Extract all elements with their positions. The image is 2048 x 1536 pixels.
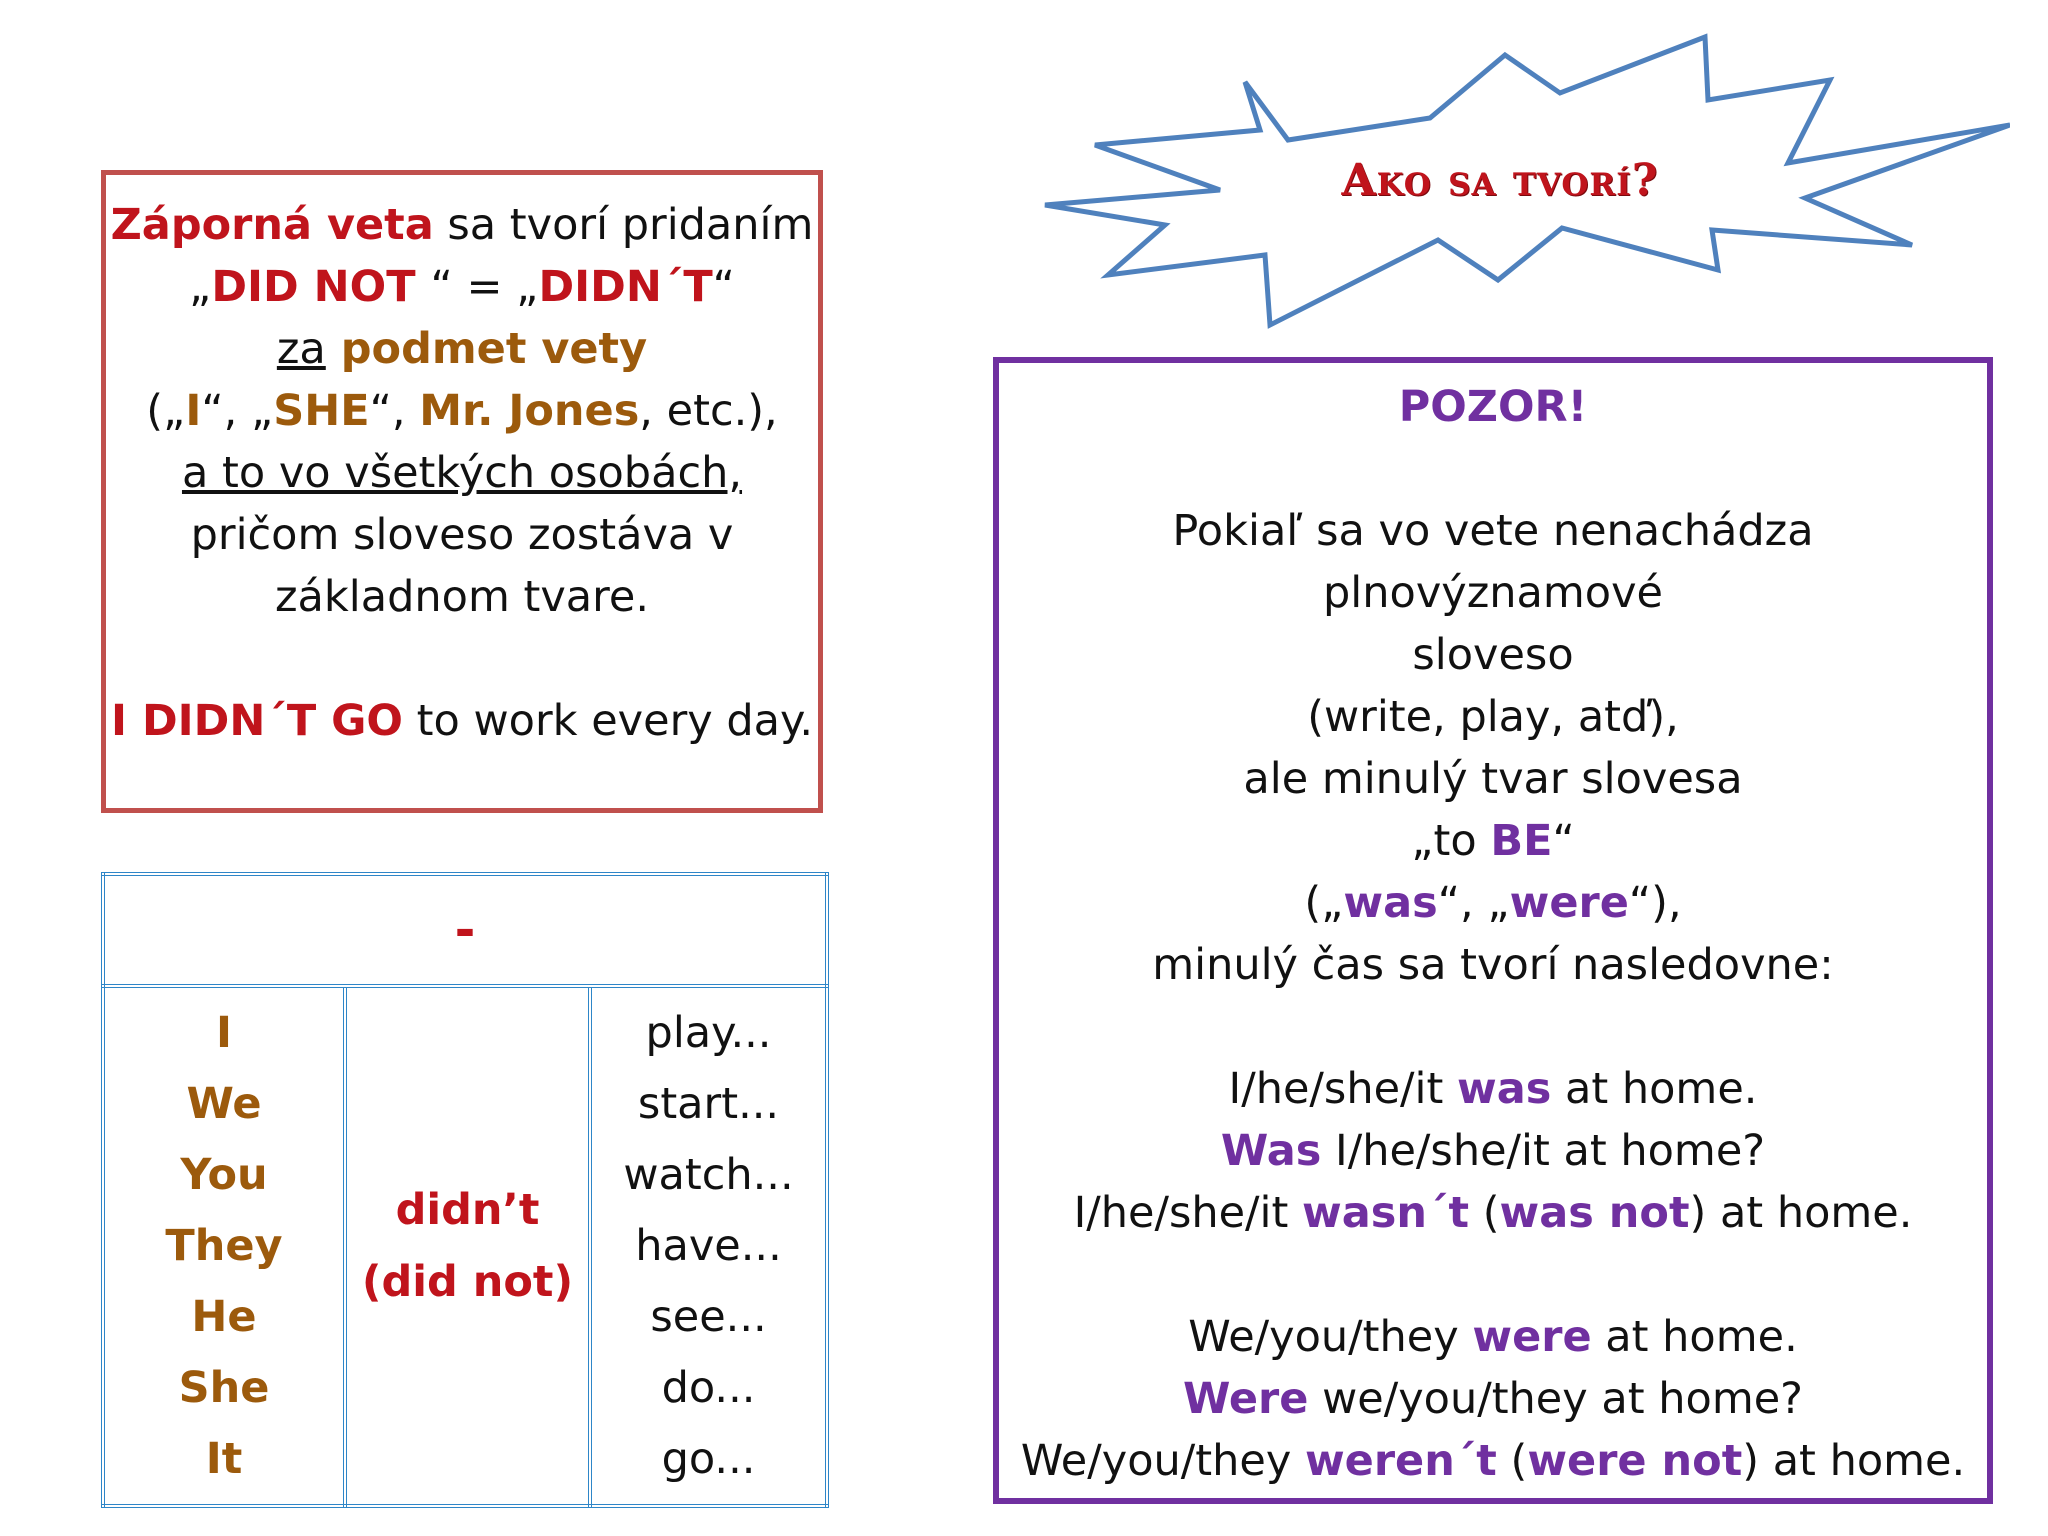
- were-word: were: [1472, 1312, 1592, 1362]
- paren-close: “),: [1628, 878, 1682, 928]
- paren-open: („: [146, 386, 186, 436]
- rule-line-1: [106, 194, 818, 256]
- paren-open: („: [1304, 878, 1344, 928]
- aux-didnt: didn’t: [395, 1185, 540, 1235]
- text: I/he/she/it: [1073, 1188, 1303, 1238]
- rule-example-bold: I DIDN´T GO: [110, 696, 403, 746]
- rule-negative-sentence: Záporná veta: [110, 200, 434, 250]
- subject-cell: She: [178, 1362, 270, 1413]
- quote-close: “: [1552, 816, 1575, 866]
- was-word: Was: [1220, 1126, 1322, 1176]
- were-not-word: were not: [1527, 1436, 1743, 1486]
- pozor-box: [993, 357, 1993, 1504]
- spacer: [999, 438, 1987, 500]
- verb-cell: see...: [650, 1291, 767, 1342]
- example-were-question: [999, 1368, 1987, 1430]
- subject-cell: He: [191, 1291, 257, 1342]
- rule-line-6: pričom sloveso zostáva v: [190, 510, 734, 560]
- spacer: [999, 1244, 1987, 1306]
- text: ) at home.: [1689, 1188, 1913, 1238]
- rule-box: [101, 170, 823, 813]
- example-were-statement: [999, 1306, 1987, 1368]
- werent-word: weren´t: [1304, 1436, 1497, 1486]
- quote-open: „: [189, 262, 212, 312]
- rule-equals: “ = „: [430, 262, 539, 312]
- text: at home.: [1591, 1312, 1798, 1362]
- text: (: [1469, 1188, 1500, 1238]
- spacer: [999, 996, 1987, 1058]
- pozor-line-5: [999, 810, 1987, 872]
- subject-cell: It: [205, 1433, 243, 1484]
- subjects-column: [103, 986, 345, 1506]
- rule-line-3: [106, 318, 818, 380]
- rule-line-7: základnom tvare.: [274, 572, 650, 622]
- rule-didnt: DIDN´T: [538, 262, 713, 312]
- example-were-negative: [999, 1430, 1987, 1492]
- subject-cell: I: [216, 1007, 232, 1058]
- text: I/he/she/it: [1228, 1064, 1457, 1114]
- pozor-line-3: (write, play, atď),: [1307, 692, 1679, 742]
- pozor-line-7: minulý čas sa tvorí nasledovne:: [1152, 940, 1834, 990]
- verb-cell: go...: [661, 1433, 756, 1484]
- verb-cell: have...: [635, 1220, 782, 1271]
- rule-subject: podmet vety: [325, 324, 648, 374]
- text: we/you/they at home?: [1308, 1374, 1803, 1424]
- sep-1: “, „: [201, 386, 274, 436]
- text: at home.: [1551, 1064, 1758, 1114]
- verb-cell: start...: [637, 1078, 780, 1129]
- rule-example-rest: to work every day.: [402, 696, 813, 746]
- to-text: „to: [1411, 816, 1491, 866]
- burst-title: Ako sa tvorí?: [1341, 155, 1659, 206]
- quote-close: “: [712, 262, 735, 312]
- sep: “, „: [1437, 878, 1510, 928]
- text: ) at home.: [1742, 1436, 1966, 1486]
- pozor-line-2: sloveso: [1412, 630, 1574, 680]
- rule-line-5: a to vo všetkých osobách,: [181, 448, 743, 498]
- table-header-minus: -: [103, 874, 827, 986]
- text: (: [1496, 1436, 1528, 1486]
- subject-cell: We: [186, 1078, 262, 1129]
- pozor-title: POZOR!: [1398, 382, 1588, 432]
- rule-example: [106, 690, 818, 752]
- example-was-negative: [999, 1182, 1987, 1244]
- was-word: was: [1343, 878, 1438, 928]
- auxiliary-column: [345, 986, 590, 1506]
- example-was-question: [999, 1120, 1987, 1182]
- conjugation-table: [101, 872, 829, 1508]
- sep-2: “,: [369, 386, 420, 436]
- rule-line-1-rest: sa tvorí pridaním: [433, 200, 814, 250]
- were-word: were: [1509, 878, 1629, 928]
- verb-cell: play...: [645, 1007, 772, 1058]
- subject-cell: They: [165, 1220, 283, 1271]
- subject-cell: You: [180, 1149, 268, 1200]
- text: We/you/they: [1020, 1436, 1305, 1486]
- verb-cell: watch...: [623, 1149, 794, 1200]
- be-word: BE: [1490, 816, 1553, 866]
- was-not-word: was not: [1499, 1188, 1690, 1238]
- rule-example-mr-jones: Mr. Jones: [419, 386, 640, 436]
- rule-example-she: SHE: [273, 386, 370, 436]
- rule-line-4: [106, 380, 818, 442]
- verbs-column: [590, 986, 827, 1506]
- rule-did-not: DID NOT: [211, 262, 431, 312]
- verb-cell: do...: [661, 1362, 756, 1413]
- wasnt-word: wasn´t: [1302, 1188, 1470, 1238]
- pozor-line-1: Pokiaľ sa vo vete nenachádza plnovýznamové: [1172, 506, 1814, 618]
- rule-za: za: [276, 324, 326, 374]
- example-was-statement: [999, 1058, 1987, 1120]
- rule-example-i: I: [185, 386, 202, 436]
- spacer: [106, 628, 818, 690]
- text: I/he/she/it at home?: [1321, 1126, 1766, 1176]
- rule-line-4-end: , etc.),: [639, 386, 778, 436]
- pozor-line-6: [999, 872, 1987, 934]
- text: We/you/they: [1188, 1312, 1473, 1362]
- was-word: was: [1456, 1064, 1552, 1114]
- pozor-line-4: ale minulý tvar slovesa: [1243, 754, 1743, 804]
- were-word: Were: [1182, 1374, 1309, 1424]
- aux-did-not: (did not): [361, 1257, 574, 1307]
- rule-line-2: [106, 256, 818, 318]
